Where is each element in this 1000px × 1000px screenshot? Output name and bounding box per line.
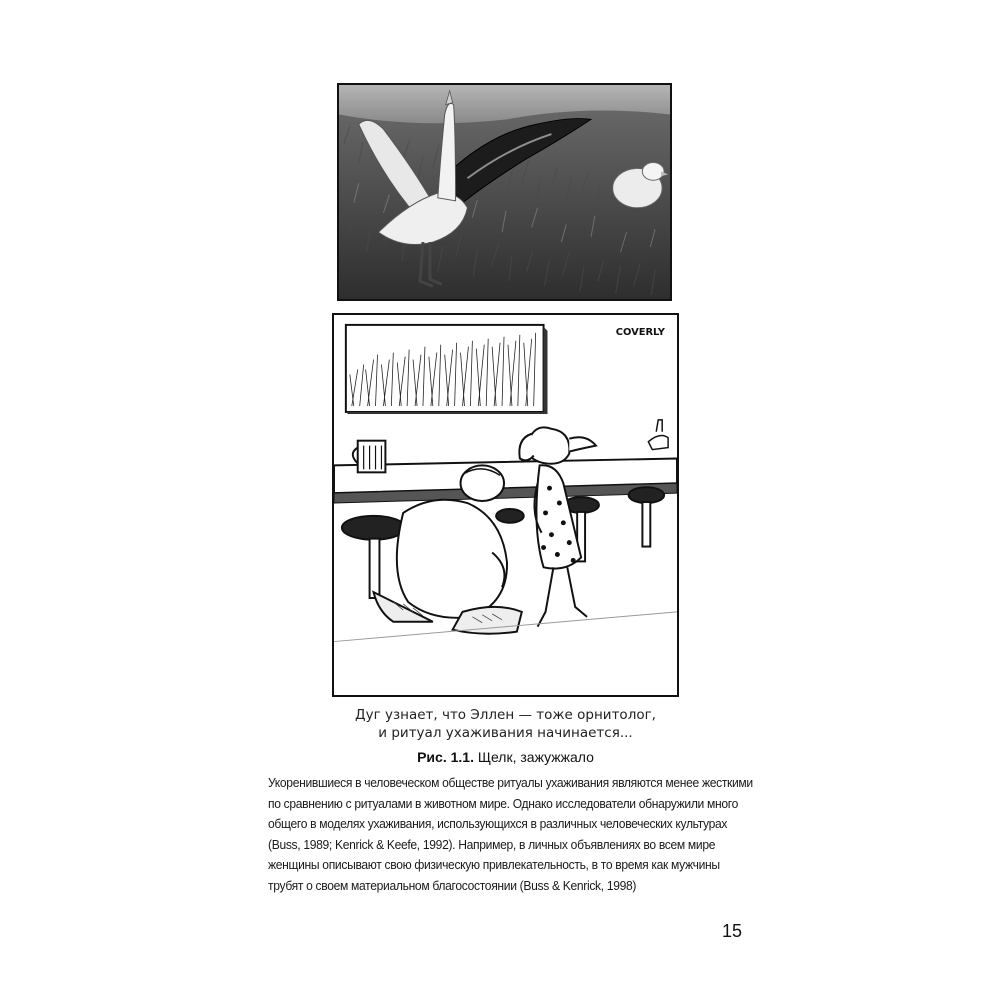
body-line: общего в моделях ухаживания, использующихся в различных человеческих культурах [268, 816, 728, 832]
body-line: Укоренившиеся в человеческом обществе ритуалы ухаживания являются менее жесткими [268, 775, 753, 790]
cartoon-illustration [332, 313, 679, 697]
albatross-photo [337, 83, 672, 301]
body-line: женщины описывают свою физическую привлекательность, в то время как мужчины [268, 857, 720, 873]
body-paragraph [268, 773, 753, 897]
albatross-photo-image [339, 85, 670, 299]
cartoon-drawing [334, 315, 677, 695]
cartoon-caption-line: Дуг узнает, что Эллен — тоже орнитолог, [355, 707, 656, 723]
figure-caption [332, 749, 679, 765]
figure-label: Рис. 1.1. [417, 749, 474, 765]
cartoon-signature: COVERLY [615, 326, 665, 338]
body-line: по сравнению с ритуалами в животном мире. Однако исследователи обнаружили много [268, 795, 738, 811]
page-number: 15 [721, 921, 742, 941]
cartoon-caption [332, 706, 679, 742]
body-line: (Buss, 1989; Kenrick & Keefe, 1992). Например, в личных объявлениях во всем мире [268, 836, 716, 852]
body-line: трубят о своем материальном благосостоянии (Buss & Kenrick, 1998) [268, 877, 637, 893]
figure-title: Щелк, зажужжало [477, 749, 594, 765]
cartoon-caption-line: и ритуал ухаживания начинается... [378, 725, 633, 741]
